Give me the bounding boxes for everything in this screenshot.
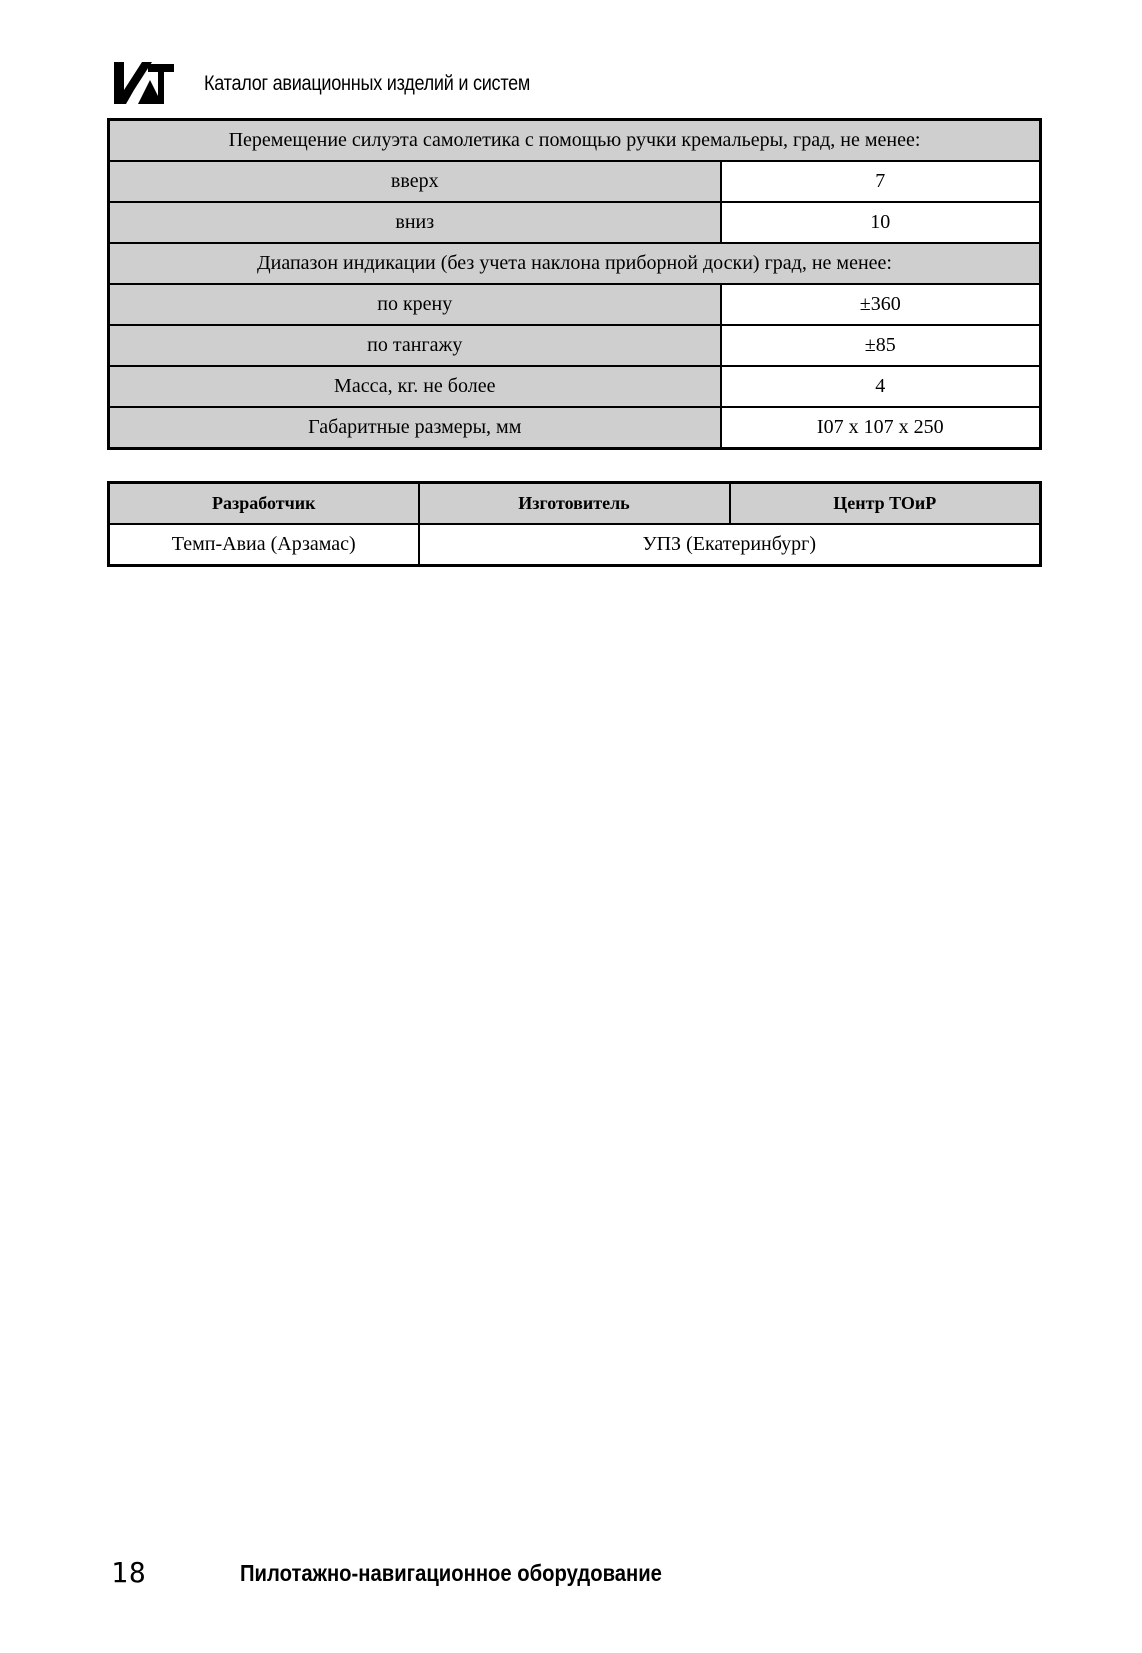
param-value: ±85	[721, 325, 1041, 366]
catalog-title: Каталог авиационных изделий и систем	[204, 72, 531, 95]
param-label: по крену	[109, 284, 721, 325]
table-row	[109, 407, 1041, 449]
service-center-header: Центр ТОиР	[730, 483, 1041, 525]
table-row	[109, 366, 1041, 407]
company-logo-icon	[112, 60, 174, 106]
param-label: по тангажу	[109, 325, 721, 366]
table-header-row	[109, 483, 1041, 525]
manufacturer-value: УПЗ (Екатеринбург)	[419, 524, 1041, 566]
page-number: 18	[111, 1556, 147, 1589]
param-value: 4	[721, 366, 1041, 407]
table-row	[109, 284, 1041, 325]
param-label: Габаритные размеры, мм	[109, 407, 721, 449]
developer-value: Темп-Авиа (Арзамас)	[109, 524, 419, 566]
section-header: Перемещение силуэта самолетика с помощью ручки кремальеры, град, не менее:	[109, 120, 1041, 162]
spec-table	[107, 118, 1042, 450]
table-row	[109, 243, 1041, 284]
param-value: 10	[721, 202, 1041, 243]
section-title: Пилотажно-навигационное оборудование	[240, 1560, 662, 1586]
table-row	[109, 325, 1041, 366]
param-label: Масса, кг. не более	[109, 366, 721, 407]
table-row	[109, 161, 1041, 202]
table-row	[109, 202, 1041, 243]
param-value: I07 х 107 х 250	[721, 407, 1041, 449]
manufacturer-header: Изготовитель	[419, 483, 730, 525]
param-value: ±360	[721, 284, 1041, 325]
organization-table	[107, 481, 1042, 567]
developer-header: Разработчик	[109, 483, 419, 525]
table-row	[109, 120, 1041, 162]
param-value: 7	[721, 161, 1041, 202]
param-label: вверх	[109, 161, 721, 202]
param-label: вниз	[109, 202, 721, 243]
table-row	[109, 524, 1041, 566]
page-header	[112, 60, 712, 110]
section-header: Диапазон индикации (без учета наклона приборной доски) град, не менее:	[109, 243, 1041, 284]
